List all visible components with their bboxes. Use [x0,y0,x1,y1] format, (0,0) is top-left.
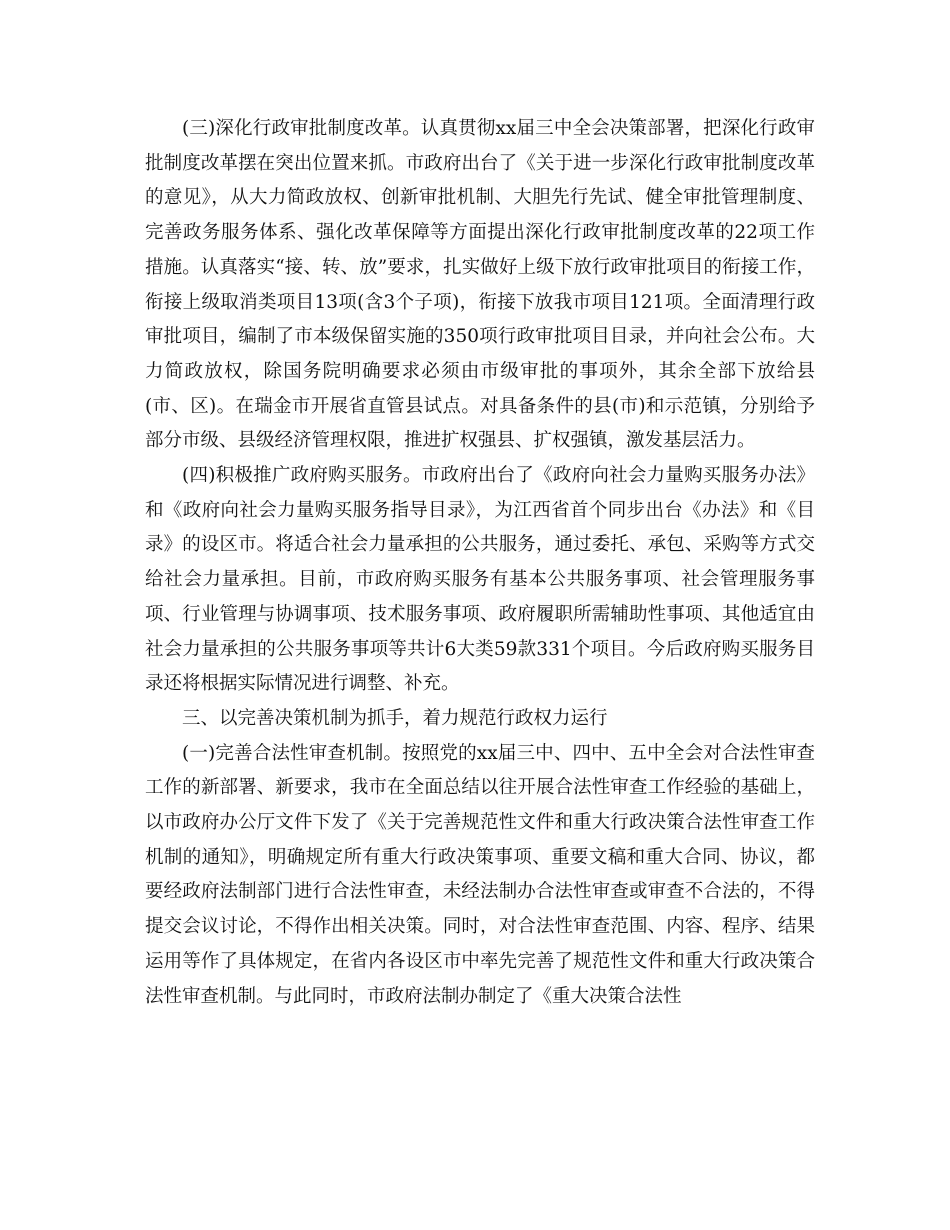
document-body [145,112,815,1014]
paragraph-legality-review-mechanism: (一)完善合法性审查机制。按照党的xx届三中、四中、五中全会对合法性审查工作的新部署、新要求，我市在全面总结以往开展合法性审查工作经验的基础上，以市政府办公厅文件下发了《关于完善规范性文件和重大行政决策合法性审查工作机制的通知》，明确规定所有重大行政决策事项、重要文稿和重大合同、协议，都要经政府法制部门进行合法性审查，未经法制办合法性审查或审查不合法的，不得提交会议讨论，不得作出相关决策。同时，对合法性审查范围、内容、程序、结果运用等作了具体规定，在省内各设区市中率先完善了规范性文件和重大行政决策合法性审查机制。与此同时，市政府法制办制定了《重大决策合法性 [145,742,815,1007]
paragraph-administrative-approval-reform: (三)深化行政审批制度改革。认真贯彻xx届三中全会决策部署，把深化行政审批制度改革摆在突出位置来抓。市政府出台了《关于进一步深化行政审批制度改革的意见》，从大力简政放权、创新审批机制、大胆先行先试、健全审批管理制度、完善政务服务体系、强化改革保障等方面提出深化行政审批制度改革的22项工作措施。认真落实“接、转、放”要求，扎实做好上级下放行政审批项目的衔接工作，衔接上级取消类项目13项(含3个子项)，衔接下放我市项目121项。全面清理行政审批项目，编制了市本级保留实施的350项行政审批项目目录，并向社会公布。大力简政放权，除国务院明确要求必须由市级审批的事项外，其余全部下放给县(市、区)。在瑞金市开展省直管县试点。对具备条件的县(市)和示范镇，分别给予部分市级、县级经济管理权限，推进扩权强县、扩权强镇，激发基层活力。 [145,118,815,452]
section-heading-decision-mechanism: 三、以完善决策机制为抓手，着力规范行政权力运行 [182,707,608,729]
paragraph-government-purchase-services: (四)积极推广政府购买服务。市政府出台了《政府向社会力量购买服务办法》和《政府向社会力量购买服务指导目录》，为江西省首个同步出台《办法》和《目录》的设区市。将适合社会力量承担的公共服务，通过委托、承包、采购等方式交给社会力量承担。目前，市政府购买服务有基本公共服务事项、社会管理服务事项、行业管理与协调事项、技术服务事项、政府履职所需辅助性事项、其他适宜由社会力量承担的公共服务事项等共计6大类59款331个项目。今后政府购买服务目录还将根据实际情况进行调整、补充。 [145,465,815,695]
